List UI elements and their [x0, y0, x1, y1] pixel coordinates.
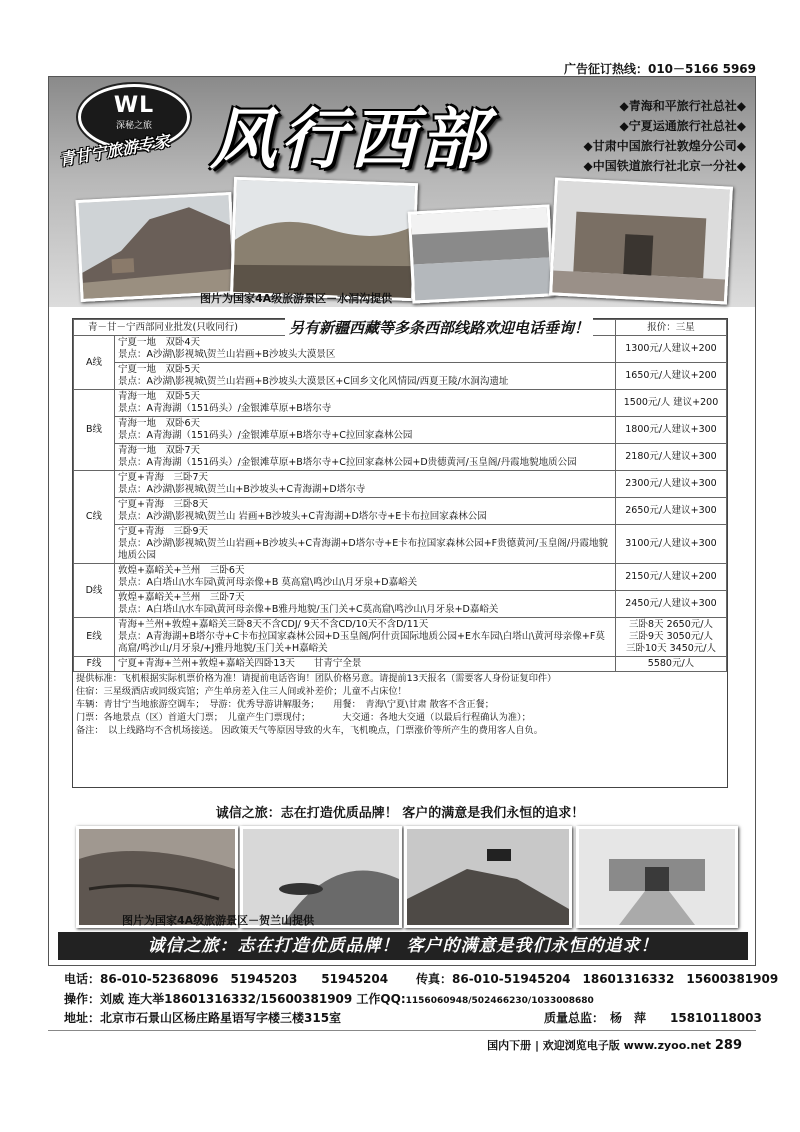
route-line-label: C线	[74, 471, 115, 564]
note-line: 车辆：青甘宁当地旅游空调车； 导游：优秀导游讲解服务； 用餐： 青海\宁夏\甘肃 散客不含正餐；	[76, 699, 494, 710]
route-spots: 景点：A沙湖\影视城\贺兰山岩画+B沙坡头大漠景区	[118, 349, 336, 360]
photo-goat	[404, 826, 572, 928]
route-line-label: A线	[74, 336, 115, 390]
contact-address: 地址：北京市石景山区杨庄路星语写字楼三楼315室	[64, 1011, 342, 1025]
photo-loess-cliffs	[230, 177, 418, 301]
route-price	[616, 618, 727, 657]
route-description	[115, 336, 616, 363]
route-title: 青海+兰州+敦煌+嘉峪关三卧8天不含CDJ/ 9天不含CD/10天不含D/11天	[118, 619, 429, 630]
route-price: 1650元/人建议+200	[616, 363, 727, 390]
route-row	[74, 336, 727, 363]
route-description	[115, 498, 616, 525]
contact-fax: 传真：86-010-51945204 18601316332 15600381909	[416, 972, 779, 986]
note-line: 备注： 以上线路均不含机场接送。 因政策天气等原因导致的火车，飞机晚点，门票涨价等所产生的费用客人自负。	[76, 725, 543, 736]
route-description	[115, 363, 616, 390]
agency-item: ◆宁夏运通旅行社总社◆	[619, 119, 746, 133]
route-title: 敦煌+嘉峪关+兰州 三卧6天	[118, 565, 245, 576]
route-spots: 景点：A沙湖\影视城\贺兰山+B沙坡头+C青海湖+D塔尔寺	[118, 484, 366, 495]
route-title: 宁夏一地 双卧5天	[118, 364, 201, 375]
route-spots: 景点：A沙湖\影视城\贺兰山岩画+B沙坡头+C青海湖+D塔尔寺+E卡布拉国家森林公园+F贵德黄河/玉皇阁/丹霞地貌地质公园	[118, 538, 609, 561]
route-heading: 另有新疆西藏等多条西部线路欢迎电话垂询！	[285, 317, 593, 338]
photo-museum	[576, 826, 738, 928]
photo-canyon	[75, 192, 236, 302]
page-footer	[487, 1037, 742, 1053]
note-line: 住宿：三星级酒店或同级宾馆；产生单房差入住三人间或补差价；儿童不占床位！	[76, 686, 407, 697]
route-line-label: D线	[74, 564, 115, 618]
route-price: 2650元/人建议+300	[616, 498, 727, 525]
ad-hotline: 广告征订热线：010－5166 5969	[563, 62, 756, 76]
price-table	[73, 319, 727, 672]
route-line-label: F线	[74, 657, 115, 672]
top-photo-caption: 图片为国家4A级旅游景区－水洞沟提供	[200, 292, 393, 305]
route-description	[115, 525, 616, 564]
logo-subtitle: 深秘之旅	[115, 121, 152, 131]
agency-item: ◆甘肃中国旅行社敦煌分公司◆	[583, 139, 746, 153]
route-row	[74, 657, 727, 672]
route-line-label: B线	[74, 390, 115, 471]
route-row	[74, 417, 727, 444]
route-spots: 景点：A白塔山\水车园\黄河母亲像+B 莫高窟\鸣沙山\月牙泉+D嘉峪关	[118, 577, 418, 588]
route-row	[74, 444, 727, 471]
slogan: 诚信之旅：志在打造优质品牌！ 客户的满意是我们永恒的追求！	[215, 806, 585, 821]
route-price-line: 三卧8天 2650元/人	[629, 619, 713, 630]
photo-lake	[408, 204, 555, 303]
route-title: 青海一地 双卧5天	[118, 391, 201, 402]
route-row	[74, 498, 727, 525]
route-row	[74, 618, 727, 657]
route-price: 2150元/人建议+200	[616, 564, 727, 591]
footer-divider	[48, 1030, 756, 1031]
route-title: 青海一地 双卧7天	[118, 445, 201, 456]
note-line: 门票：各地景点（区）首道大门票； 儿童产生门票现付； 大交通：各地大交通（以最后行程确认为准）；	[76, 712, 531, 723]
route-price: 3100元/人建议+300	[616, 525, 727, 564]
route-title: 宁夏+青海 三卧7天	[118, 472, 209, 483]
route-spots: 景点：A沙湖\影视城\贺兰山 岩画+B沙坡头+C青海湖+D塔尔寺+E卡布拉回家森林公园	[118, 511, 487, 522]
route-description	[115, 417, 616, 444]
route-price: 2180元/人建议+300	[616, 444, 727, 471]
slogan-banner: 诚信之旅：志在打造优质品牌！ 客户的满意是我们永恒的追求！	[58, 932, 748, 960]
route-price-line: 三卧10天 3450元/人	[626, 643, 716, 654]
operator-qq: 1156060948/502466230/1033008680	[405, 996, 594, 1006]
route-price: 5580元/人	[616, 657, 727, 672]
footer-text: 国内下册 | 欢迎浏览电子版 www.zyoo.net	[487, 1039, 712, 1052]
route-price: 1500元/人 建议+200	[616, 390, 727, 417]
route-spots: 景点：A青海湖（151码头）/金银滩草原+B塔尔寺+C拉回家森林公园+D贵德黄河/玉皇阁/丹霞地貌地质公园	[118, 457, 577, 468]
tagline: 青甘宁旅游专家	[57, 131, 171, 170]
route-title: 宁夏+青海 三卧8天	[118, 499, 209, 510]
route-row	[74, 525, 727, 564]
route-price: 1800元/人建议+300	[616, 417, 727, 444]
bottom-photo-caption: 图片为国家4A级旅游景区－贺兰山提供	[122, 914, 315, 927]
route-description	[115, 564, 616, 591]
route-row	[74, 591, 727, 618]
route-spots: 景点：A青海湖（151码头）/金银滩草原+B塔尔寺+C拉回家森林公园	[118, 430, 413, 441]
route-price: 2300元/人建议+300	[616, 471, 727, 498]
logo-mark: WL	[113, 93, 155, 118]
route-price: 2450元/人建议+300	[616, 591, 727, 618]
route-spots: 景点：A白塔山\水车园\黄河母亲像+B雅丹地貌/玉门关+C莫高窟\鸣沙山\月牙泉+D嘉峪关	[118, 604, 499, 615]
table-header-right: 报价：三星	[616, 320, 727, 336]
route-title: 敦煌+嘉峪关+兰州 三卧7天	[118, 592, 245, 603]
route-spots: 景点：A青海湖（151码头）/金银滩草原+B塔尔寺	[118, 403, 332, 414]
route-description	[115, 618, 616, 657]
route-row	[74, 471, 727, 498]
operator-text: 操作：刘威 连大举18601316332/15600381909 工作QQ:	[64, 992, 406, 1006]
route-description	[115, 390, 616, 417]
route-description	[115, 657, 616, 672]
route-description	[115, 444, 616, 471]
route-row	[74, 564, 727, 591]
route-title: 宁夏+青海+兰州+敦煌+嘉峪关四卧13天 甘青宁全景	[118, 658, 362, 669]
route-description	[115, 591, 616, 618]
notes	[73, 672, 727, 737]
route-title: 宁夏+青海 三卧9天	[118, 526, 209, 537]
contact-operator	[64, 990, 594, 1007]
route-line-label: E线	[74, 618, 115, 657]
route-spots: 景点：A沙湖\影视城\贺兰山岩画+B沙坡头大漠景区+C回乡文化风情园/西夏王陵/水洞沟遗址	[118, 376, 509, 387]
route-title: 青海一地 双卧6天	[118, 418, 201, 429]
route-description	[115, 471, 616, 498]
price-table-box	[72, 318, 728, 788]
page-title: 风行西部	[210, 101, 490, 178]
agency-item: ◆青海和平旅行社总社◆	[619, 99, 746, 113]
contact-phone: 电话：86-010-52368096 51945203 51945204	[64, 972, 389, 986]
table-header-left: 青－甘－宁西部同业批发(只收同行)	[74, 320, 616, 336]
route-price: 1300元/人建议+200	[616, 336, 727, 363]
route-price-line: 三卧9天 3050元/人	[629, 631, 713, 642]
note-line: 提供标准：飞机根据实际机票价格为准！请提前电话咨询！团队价格另意。请提前13天报名（需要客人身份证复印件）	[76, 673, 557, 684]
quality-director: 质量总监： 杨 萍 15810118003	[544, 1011, 762, 1025]
page-number: 289	[714, 1038, 742, 1053]
photo-gate	[549, 177, 733, 304]
route-row	[74, 363, 727, 390]
route-spots: 景点：A青海湖+B塔尔寺+C卡布拉国家森林公园+D玉皇阁/阿什贡国际地质公园+E水车园\白塔山\黄河母亲像+F莫高窟/鸣沙山/月牙泉/+J雅丹地貌/玉门关+H嘉峪关	[118, 631, 605, 654]
agency-list	[584, 96, 746, 176]
route-row	[74, 390, 727, 417]
agency-item: ◆中国铁道旅行社北京一分社◆	[583, 159, 746, 173]
route-title: 宁夏一地 双卧4天	[118, 337, 201, 348]
